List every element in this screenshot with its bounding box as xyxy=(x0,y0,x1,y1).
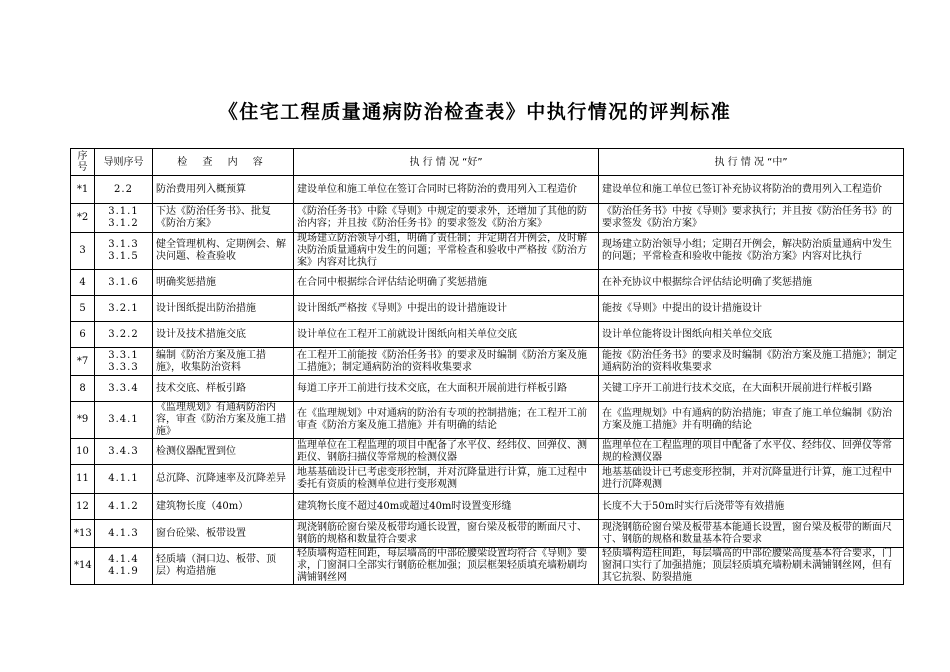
row-good: 在合同中根据综合评估结论明确了奖惩措施 xyxy=(294,270,599,296)
row-good: 《防治任务书》中除《导则》中规定的要求外，还增加了其他的防治内容；并且按《防治任务书》的要求签发《防治方案》 xyxy=(294,204,599,233)
guide-code: 3.1.1 xyxy=(108,206,139,217)
row-content: 健全管理机构、定期例会、解决问题、检查验收 xyxy=(153,233,294,270)
table-row xyxy=(71,548,904,585)
row-good: 在《监理规划》中对通病的防治有专项的控制措施；在工程开工前审查《防治方案及施工措施》并有明确的结论 xyxy=(294,402,599,439)
row-content: 《监理规划》有通病防治内容，审查《防治方案及施工措施》 xyxy=(153,402,294,439)
row-medium: 地基基础设计已考虑变形控制，并对沉降量进行计算，施工过程中进行沉降观测 xyxy=(599,465,904,494)
guide-code: 3.1.2 xyxy=(108,218,139,229)
row-content: 设计及技术措施交底 xyxy=(153,322,294,348)
row-content: 设计图纸提出防治措施 xyxy=(153,296,294,322)
row-seq: *9 xyxy=(71,402,95,439)
row-good: 设计单位在工程开工前就设计图纸向相关单位交底 xyxy=(294,322,599,348)
row-content: 下达《防治任务书》、批复《防治方案》 xyxy=(153,204,294,233)
row-medium: 能按《导则》中提出的设计措施设计 xyxy=(599,296,904,322)
guide-code: 4.1.9 xyxy=(108,566,139,577)
guide-code: 3.4.1 xyxy=(108,414,139,425)
guide-code: 3.3.3 xyxy=(108,361,139,373)
table-row xyxy=(71,270,904,296)
row-seq: *13 xyxy=(71,520,95,548)
guide-code: 4.1.4 xyxy=(108,554,139,565)
table-row xyxy=(71,176,904,204)
row-guide-seq xyxy=(95,176,153,204)
row-medium: 建设单位和施工单位已签订补充协议将防治的费用列入工程造价 xyxy=(599,176,904,204)
table-row xyxy=(71,296,904,322)
guide-code: 3.2.1 xyxy=(108,302,139,314)
guide-code: 4.1.3 xyxy=(108,527,139,539)
header-guide-seq: 导则序号 xyxy=(95,149,153,176)
row-good: 轻质墙构造柱间距，每层墙高的中部砼腰梁设置均符合《导则》要求，门窗洞口全部实行钢筋砼框加强；顶层框架轻质填充墙粉刷均满铺钢丝网 xyxy=(294,548,599,585)
row-seq: 12 xyxy=(71,494,95,520)
table-row xyxy=(71,322,904,348)
guide-code: 3.2.2 xyxy=(108,328,139,340)
row-guide-seq xyxy=(95,402,153,439)
row-medium: 在《监理规划》中有通病的防治措施；审查了施工单位编制《防治方案及施工措施》并有明确的结论 xyxy=(599,402,904,439)
row-good: 建筑物长度不超过40m或超过40m时设置变形缝 xyxy=(294,494,599,520)
guide-code: 3.1.3 xyxy=(108,239,139,250)
table-row xyxy=(71,402,904,439)
table-row xyxy=(71,348,904,376)
row-guide-seq xyxy=(95,204,153,233)
row-guide-seq xyxy=(95,376,153,402)
row-good: 每道工序开工前进行技术交底，在大面积开展前进行样板引路 xyxy=(294,376,599,402)
guide-code: 3.1.5 xyxy=(108,251,139,262)
row-seq: *7 xyxy=(71,348,95,376)
guide-code: 4.1.1 xyxy=(108,473,139,484)
guide-code: 3.1.6 xyxy=(108,276,139,288)
row-guide-seq xyxy=(95,465,153,494)
row-content: 技术交底、样板引路 xyxy=(153,376,294,402)
row-medium: 长度不大于50m时实行后浇带等有效措施 xyxy=(599,494,904,520)
row-medium: 设计单位能将设计图纸向相关单位交底 xyxy=(599,322,904,348)
table-body xyxy=(71,176,904,585)
page-title: 《住宅工程质量通病防治检查表》中执行情况的评判标准 xyxy=(218,101,732,123)
row-guide-seq xyxy=(95,348,153,376)
row-guide-seq xyxy=(95,520,153,548)
header-good: 执 行 情 况 “好” xyxy=(294,149,599,176)
row-good: 建设单位和施工单位在签订合同时已将防治的费用列入工程造价 xyxy=(294,176,599,204)
row-content: 明确奖惩措施 xyxy=(153,270,294,296)
row-medium: 现浇钢筋砼窗台梁及板带基本能通长设置，窗台梁及板带的断面尺寸、钢筋的规格和数量基本符合要求 xyxy=(599,520,904,548)
row-seq: 4 xyxy=(71,270,95,296)
row-seq: 10 xyxy=(71,439,95,465)
row-seq: *14 xyxy=(71,548,95,585)
guide-code: 4.1.2 xyxy=(108,500,139,512)
row-good: 监理单位在工程监理的项目中配备了水平仪、经纬仪、回弹仪、测距仪、钢筋扫描仪等常规的检测仪器 xyxy=(294,439,599,465)
row-seq: 5 xyxy=(71,296,95,322)
table-row xyxy=(71,376,904,402)
row-good: 在工程开工前能按《防治任务书》的要求及时编制《防治方案及施工措施》；制定通病防治的资料收集要求 xyxy=(294,348,599,376)
guide-code: 3.3.4 xyxy=(108,382,139,394)
header-content: 检 查 内 容 xyxy=(153,149,294,176)
row-guide-seq xyxy=(95,548,153,585)
guide-code: 3.4.3 xyxy=(108,445,139,457)
row-seq: 6 xyxy=(71,322,95,348)
row-seq: *2 xyxy=(71,204,95,233)
row-guide-seq xyxy=(95,233,153,270)
row-seq: *1 xyxy=(71,176,95,204)
row-guide-seq xyxy=(95,296,153,322)
table-row xyxy=(71,233,904,270)
table-row xyxy=(71,465,904,494)
row-content: 窗台砼梁、板带设置 xyxy=(153,520,294,548)
table-row xyxy=(71,520,904,548)
row-medium: 轻质墙构造柱间距，每层墙高的中部砼腰梁高度基本符合要求，门窗洞口实行了加强措施；顶层轻质填充墙粉刷未满铺钢丝网，但有其它抗裂、防裂措施 xyxy=(599,548,904,585)
row-medium: 监理单位在工程监理的项目中配备了水平仪、经纬仪、回弹仪等常规的检测仪器 xyxy=(599,439,904,465)
row-medium: 关键工序开工前进行技术交底，在大面积开展前进行样板引路 xyxy=(599,376,904,402)
row-good: 设计图纸严格按《导则》中提出的设计措施设计 xyxy=(294,296,599,322)
header-seq: 序号 xyxy=(71,149,95,176)
table-header-row xyxy=(71,149,904,176)
header-medium: 执 行 情 况 “中” xyxy=(599,149,904,176)
table-row xyxy=(71,494,904,520)
row-seq: 3 xyxy=(71,233,95,270)
row-content: 建筑物长度（40m） xyxy=(153,494,294,520)
row-content: 轻质墙（洞口边、板带、顶层）构造措施 xyxy=(153,548,294,585)
table-row xyxy=(71,439,904,465)
row-seq: 8 xyxy=(71,376,95,402)
table-row xyxy=(71,204,904,233)
row-medium: 现场建立防治领导小组；定期召开例会，解决防治质量通病中发生的问题；平常检查和验收中能按《防治方案》内容对比执行 xyxy=(599,233,904,270)
row-good: 现场建立防治领导小组，明确了责任制；并定期召开例会，及时解决防治质量通病中发生的问题；平常检查和验收中严格按《防治方案》内容对比执行 xyxy=(294,233,599,270)
row-medium: 能按《防治任务书》的要求及时编制《防治方案及施工措施》；制定通病防治的资料收集要求 xyxy=(599,348,904,376)
row-content: 检测仪器配置到位 xyxy=(153,439,294,465)
row-medium: 《防治任务书》中按《导则》要求执行；并且按《防治任务书》的要求签发《防治方案》 xyxy=(599,204,904,233)
row-content: 防治费用列入概预算 xyxy=(153,176,294,204)
row-medium: 在补充协议中根据综合评估结论明确了奖惩措施 xyxy=(599,270,904,296)
row-content: 编制《防治方案及施工措施》，收集防治资料 xyxy=(153,348,294,376)
row-guide-seq xyxy=(95,322,153,348)
row-good: 地基基础设计已考虑变形控制，并对沉降量进行计算，施工过程中委托有资质的检测单位进行变形观测 xyxy=(294,465,599,494)
row-content: 总沉降、沉降速率及沉降差异 xyxy=(153,465,294,494)
row-guide-seq xyxy=(95,494,153,520)
row-guide-seq xyxy=(95,270,153,296)
evaluation-table xyxy=(70,148,904,585)
row-good: 现浇钢筋砼窗台梁及板带均通长设置，窗台梁及板带的断面尺寸、钢筋的规格和数量符合要求 xyxy=(294,520,599,548)
row-guide-seq xyxy=(95,439,153,465)
guide-code: 2.2 xyxy=(114,183,133,195)
guide-code: 3.3.1 xyxy=(108,349,139,361)
row-seq: 11 xyxy=(71,465,95,494)
